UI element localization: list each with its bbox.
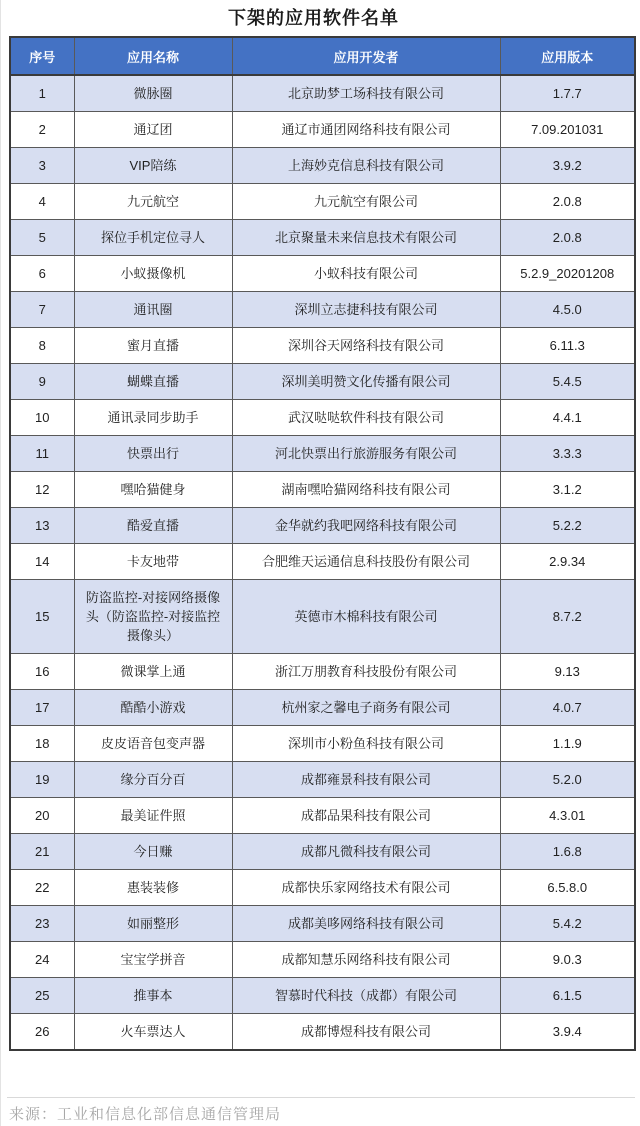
cell-version: 1.1.9 [500,726,635,762]
cell-version: 3.9.4 [500,1014,635,1051]
cell-version: 5.4.5 [500,364,635,400]
cell-app-name: 蝴蝶直播 [74,364,232,400]
cell-version: 4.0.7 [500,690,635,726]
table-row [10,1014,635,1051]
cell-row-number: 20 [10,798,74,834]
cell-app-name: 通辽团 [74,112,232,148]
cell-row-number: 16 [10,654,74,690]
cell-row-number: 8 [10,328,74,364]
table-row [10,75,635,112]
cell-developer: 九元航空有限公司 [232,184,500,220]
table-row [10,292,635,328]
cell-developer: 深圳立志捷科技有限公司 [232,292,500,328]
cell-version: 3.9.2 [500,148,635,184]
cell-app-name: 九元航空 [74,184,232,220]
cell-app-name: 通讯圈 [74,292,232,328]
cell-developer: 成都知慧乐网络科技有限公司 [232,942,500,978]
column-header-developer: 应用开发者 [232,37,500,75]
table-row [10,942,635,978]
table-row [10,220,635,256]
cell-app-name: 惠装装修 [74,870,232,906]
cell-row-number: 21 [10,834,74,870]
cell-developer: 智慕时代科技（成都）有限公司 [232,978,500,1014]
column-header-version: 应用版本 [500,37,635,75]
cell-row-number: 18 [10,726,74,762]
column-header-no: 序号 [10,37,74,75]
cell-developer: 成都美哆网络科技有限公司 [232,906,500,942]
cell-row-number: 10 [10,400,74,436]
cell-app-name: 火车票达人 [74,1014,232,1051]
table-row [10,184,635,220]
cell-row-number: 5 [10,220,74,256]
table-row [10,364,635,400]
cell-row-number: 4 [10,184,74,220]
cell-version: 5.2.2 [500,508,635,544]
cell-app-name: 蜜月直播 [74,328,232,364]
cell-developer: 通辽市通团网络科技有限公司 [232,112,500,148]
column-header-name: 应用名称 [74,37,232,75]
table-row [10,328,635,364]
cell-row-number: 23 [10,906,74,942]
cell-row-number: 15 [10,580,74,654]
removed-apps-table [9,36,636,1051]
table-row [10,762,635,798]
cell-version: 7.09.201031 [500,112,635,148]
cell-developer: 成都快乐家网络技术有限公司 [232,870,500,906]
cell-version: 9.13 [500,654,635,690]
cell-developer: 深圳谷天网络科技有限公司 [232,328,500,364]
table-header [10,37,635,75]
cell-developer: 武汉哒哒软件科技有限公司 [232,400,500,436]
cell-row-number: 1 [10,75,74,112]
table-row [10,690,635,726]
cell-version: 1.6.8 [500,834,635,870]
cell-row-number: 17 [10,690,74,726]
table-body [10,75,635,1050]
cell-developer: 英德市木棉科技有限公司 [232,580,500,654]
cell-row-number: 7 [10,292,74,328]
cell-app-name: 缘分百分百 [74,762,232,798]
cell-app-name: VIP陪练 [74,148,232,184]
cell-app-name: 小蚁摄像机 [74,256,232,292]
table-row [10,978,635,1014]
table-row [10,508,635,544]
cell-developer: 成都雍景科技有限公司 [232,762,500,798]
table-row [10,256,635,292]
table-row [10,544,635,580]
cell-developer: 上海妙克信息科技有限公司 [232,148,500,184]
source-note: 来源：工业和信息化部信息通信管理局 [9,1106,282,1123]
cell-developer: 小蚁科技有限公司 [232,256,500,292]
table-row [10,112,635,148]
cell-app-name: 皮皮语音包变声器 [74,726,232,762]
cell-app-name: 通讯录同步助手 [74,400,232,436]
cell-app-name: 微脉圈 [74,75,232,112]
table-row [10,436,635,472]
cell-version: 4.3.01 [500,798,635,834]
cell-developer: 合肥维天运通信息科技股份有限公司 [232,544,500,580]
table-header-row [10,37,635,75]
cell-version: 5.4.2 [500,906,635,942]
cell-row-number: 25 [10,978,74,1014]
cell-version: 5.2.0 [500,762,635,798]
cell-app-name: 探位手机定位寻人 [74,220,232,256]
page-title: 下架的应用软件名单 [228,8,399,28]
table-row [10,580,635,654]
cell-row-number: 12 [10,472,74,508]
cell-app-name: 防盗监控-对接网络摄像头（防盗监控-对接监控摄像头） [74,580,232,654]
cell-row-number: 9 [10,364,74,400]
cell-version: 2.9.34 [500,544,635,580]
cell-app-name: 嘿哈猫健身 [74,472,232,508]
cell-app-name: 微课掌上通 [74,654,232,690]
table-row [10,472,635,508]
cell-version: 6.11.3 [500,328,635,364]
cell-app-name: 今日赚 [74,834,232,870]
table-row [10,726,635,762]
cell-version: 4.5.0 [500,292,635,328]
cell-version: 6.5.8.0 [500,870,635,906]
cell-version: 2.0.8 [500,184,635,220]
cell-row-number: 14 [10,544,74,580]
cell-developer: 深圳美明赞文化传播有限公司 [232,364,500,400]
cell-version: 3.3.3 [500,436,635,472]
cell-developer: 深圳市小粉鱼科技有限公司 [232,726,500,762]
table-row [10,148,635,184]
cell-developer: 金华就约我吧网络科技有限公司 [232,508,500,544]
cell-app-name: 酷爱直播 [74,508,232,544]
cell-version: 6.1.5 [500,978,635,1014]
cell-row-number: 22 [10,870,74,906]
cell-version: 5.2.9_20201208 [500,256,635,292]
cell-developer: 成都品果科技有限公司 [232,798,500,834]
cell-app-name: 推事本 [74,978,232,1014]
cell-developer: 北京聚量未来信息技术有限公司 [232,220,500,256]
cell-version: 1.7.7 [500,75,635,112]
cell-row-number: 19 [10,762,74,798]
table-row [10,400,635,436]
cell-row-number: 11 [10,436,74,472]
cell-developer: 成都博煜科技有限公司 [232,1014,500,1051]
cell-row-number: 6 [10,256,74,292]
cell-app-name: 酷酷小游戏 [74,690,232,726]
table-row [10,906,635,942]
cell-row-number: 2 [10,112,74,148]
cell-developer: 北京助梦工场科技有限公司 [232,75,500,112]
cell-developer: 湖南嘿哈猫网络科技有限公司 [232,472,500,508]
table-row [10,798,635,834]
table-row [10,654,635,690]
cell-developer: 成都凡微科技有限公司 [232,834,500,870]
cell-version: 2.0.8 [500,220,635,256]
cell-app-name: 最美证件照 [74,798,232,834]
cell-row-number: 3 [10,148,74,184]
cell-developer: 河北快票出行旅游服务有限公司 [232,436,500,472]
table-row [10,870,635,906]
cell-app-name: 如丽整形 [74,906,232,942]
cell-row-number: 13 [10,508,74,544]
cell-app-name: 卡友地带 [74,544,232,580]
cell-developer: 浙江万朋教育科技股份有限公司 [232,654,500,690]
table-row [10,834,635,870]
cell-row-number: 26 [10,1014,74,1051]
source-divider [7,1097,635,1098]
cell-version: 8.7.2 [500,580,635,654]
cell-developer: 杭州家之馨电子商务有限公司 [232,690,500,726]
cell-version: 3.1.2 [500,472,635,508]
cell-version: 4.4.1 [500,400,635,436]
cell-version: 9.0.3 [500,942,635,978]
cell-app-name: 宝宝学拼音 [74,942,232,978]
cell-row-number: 24 [10,942,74,978]
cell-app-name: 快票出行 [74,436,232,472]
